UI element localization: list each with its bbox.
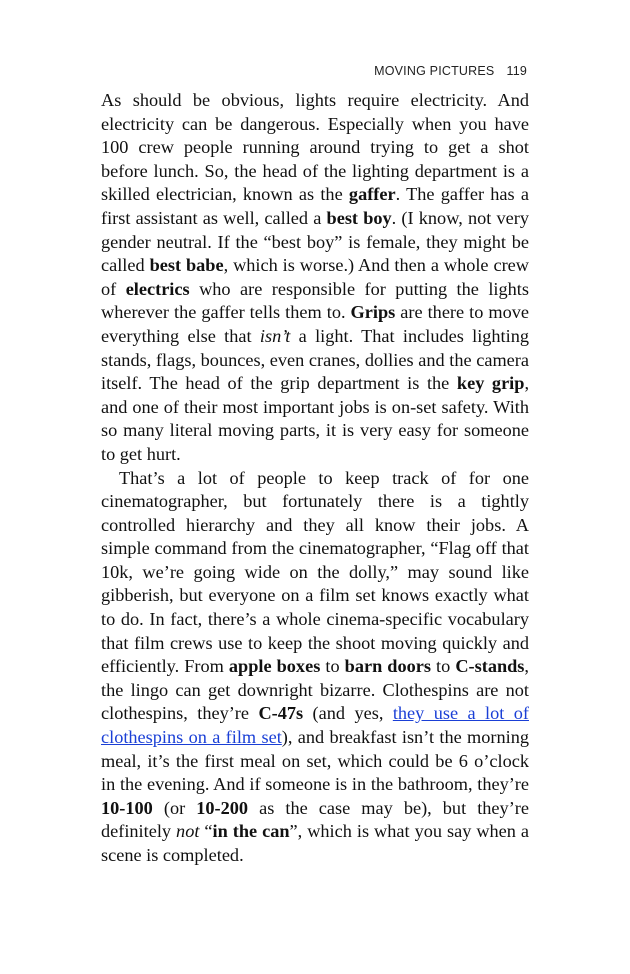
bold-term: barn doors	[344, 656, 431, 677]
running-head	[374, 64, 527, 78]
text-run: a light. That includes lighting stands, flags, bounces, even cranes, dollies and the camera itself. The head of the grip department is the	[101, 325, 529, 394]
text-run: ), and breakfast isn’t the morning meal, it’s the first meal on set, which could be 6 o’clock in the evening. And if someone is in the bathroom, they’re	[101, 727, 529, 795]
text-run: . The gaffer has a first assistant as well, called a	[101, 184, 529, 228]
text-run: as the case may be), but they’re definitely	[101, 797, 529, 842]
text-run: who are responsible for putting the lights wherever the gaffer tells them to.	[101, 278, 529, 323]
text-run: , the lingo can get downright bizarre. Clothespins are not clothespins, they’re	[101, 656, 529, 724]
bold-term: electrics	[125, 278, 190, 299]
italic-text: isn’t	[259, 325, 291, 346]
bold-term: gaffer	[348, 184, 396, 205]
page-number: 119	[506, 64, 527, 78]
text-run: , which is worse.) And then a whole crew of	[101, 255, 529, 299]
text-run: As should be obvious, lights require electricity. And electricity can be dangerous. Especially when you have 100 crew people running around trying to get a shot before lunch. So, the head of the lighting department is a skilled electrician, known as the	[101, 90, 529, 205]
bold-term: in the can	[212, 821, 290, 842]
text-run: , and one of their most important jobs is on-set safety. With so many literal moving parts, it is very easy for someone to get hurt.	[101, 373, 530, 464]
bold-term: C-47s	[258, 703, 304, 724]
bold-term: best babe	[149, 255, 224, 276]
text-run: to	[430, 656, 456, 677]
text-run: ”, which is what you say when a scene is completed.	[101, 821, 530, 865]
bold-term: 10-200	[196, 797, 249, 818]
bold-term: apple boxes	[228, 656, 321, 677]
bold-term: best boy	[326, 207, 392, 228]
text-run: are there to move everything else that	[101, 302, 529, 346]
text-run: “	[199, 821, 213, 842]
text-run: (and yes,	[303, 703, 393, 724]
paragraph-1	[101, 89, 529, 467]
text-run: (or	[152, 797, 197, 818]
text-run: That’s a lot of people to keep track of for one cinematographer, but fortunately there is a tightly controlled hierarchy and they all know their jobs. A simple command from the cinematographer, “Flag off that 10k, we’re going wide on the dolly,” may sound like gibberish, but everyone on a film set knows exactly what to do. In fact, there’s a whole cinema-specific vocabulary that film crews use to keep the shoot moving quickly and efficiently. From	[101, 467, 529, 677]
paragraph-2	[101, 467, 529, 868]
running-head-title: MOVING PICTURES	[374, 64, 495, 78]
bold-term: Grips	[350, 302, 396, 323]
text-run: to	[320, 656, 345, 677]
bold-term: 10-100	[101, 797, 153, 818]
text-run: . (I know, not very gender neutral. If the “best boy” is female, they might be called	[101, 207, 529, 276]
bold-term: key grip	[456, 373, 525, 394]
italic-text: not	[176, 821, 200, 842]
bold-term: C-stands	[455, 656, 525, 677]
body-text	[101, 89, 529, 868]
hyperlink[interactable]: they use a lot of clothespins on a film set	[101, 703, 529, 748]
